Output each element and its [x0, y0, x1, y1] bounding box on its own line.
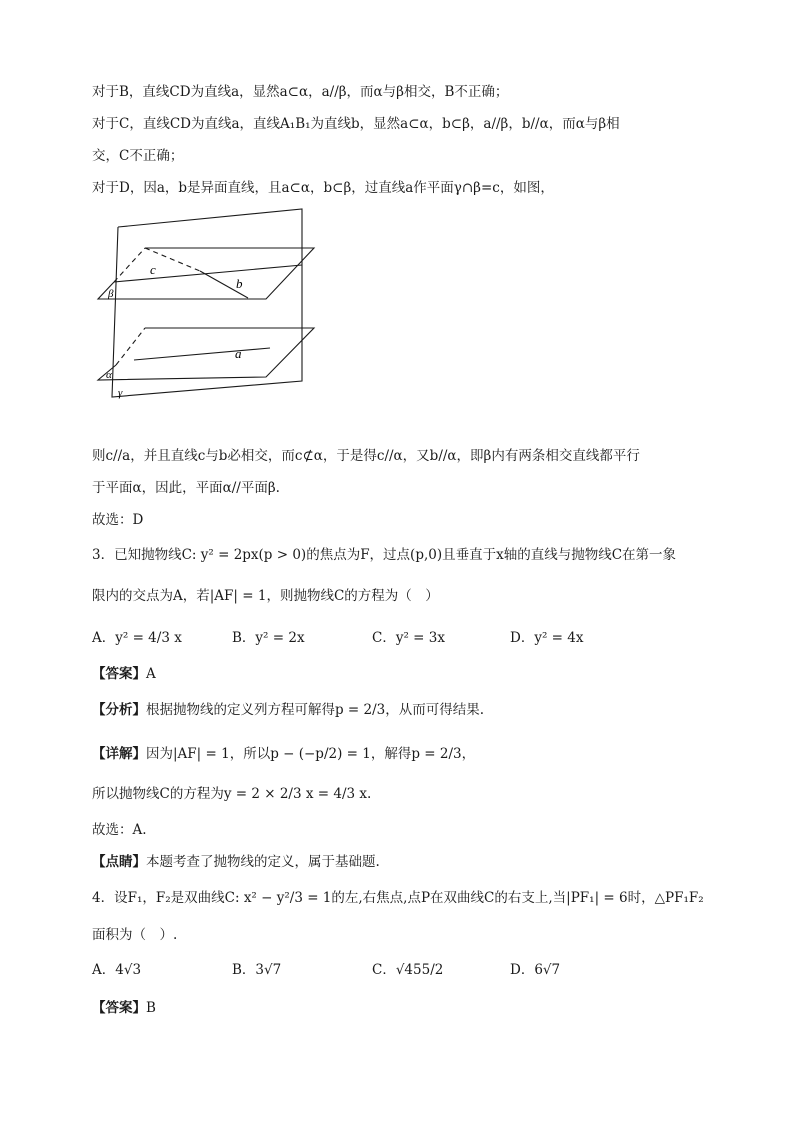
q3-choose: 故选：A. — [92, 822, 147, 838]
q4-option-d: D．6√7 — [510, 962, 561, 978]
text-line-option-d: 对于D，因a，b是异面直线，且a⊂α，b⊂β，过直线a作平面γ∩β=c，如图， — [92, 180, 554, 196]
text-line-option-b: 对于B，直线CD为直线a，显然a⊂α，a//β，而α与β相交，B不正确； — [92, 84, 509, 100]
line-c — [114, 265, 302, 282]
q4-option-c: C．√455/2 — [372, 962, 444, 978]
comment-text: 本题考查了抛物线的定义，属于基础题. — [146, 854, 380, 870]
text-line-conclusion-cont: 于平面α，因此，平面α//平面β. — [92, 480, 280, 496]
detail-text: 因为|AF| = 1，所以p − (−p/2) = 1，解得p = 2/3， — [146, 746, 476, 762]
label-gamma: γ — [118, 387, 123, 399]
q3-detail-line1 — [92, 744, 475, 764]
q4-answer — [92, 998, 156, 1018]
q4-stem-line1: 4．设F₁，F₂是双曲线C: x² − y²/3 = 1的左,右焦点,点P在双曲线C的右支上,当|PF₁| = 6时，△PF₁F₂ — [92, 890, 704, 906]
q3-analysis — [92, 700, 484, 720]
q4-option-a: A．4√3 — [92, 962, 142, 978]
analysis-tag: 【分析】 — [92, 702, 146, 718]
q3-option-b: B．y² = 2x — [232, 630, 305, 646]
label-c: c — [150, 262, 156, 277]
label-alpha: α — [106, 369, 112, 381]
q3-option-a: A．y² = 4/3 x — [92, 630, 182, 646]
detail-tag: 【详解】 — [92, 746, 146, 762]
q3-comment — [92, 852, 380, 872]
label-beta: β — [108, 288, 114, 300]
q4-stem-line2: 面积为（ ）. — [92, 927, 178, 943]
answer-tag: 【答案】 — [92, 666, 146, 682]
text-line-option-c: 对于C，直线CD为直线a，直线A₁B₁为直线b，显然a⊂α，b⊂β，a//β，b//α，而α与β相 — [92, 116, 620, 132]
planes-figure — [90, 205, 330, 405]
text-line-option-c-cont: 交，C不正确； — [92, 148, 184, 164]
label-b: b — [236, 276, 243, 291]
q3-stem-line1: 3．已知抛物线C: y² = 2px(p > 0)的焦点为F，过点(p,0)且垂直于x轴的直线与抛物线C在第一象 — [92, 547, 677, 563]
answer-tag: 【答案】 — [92, 1000, 146, 1016]
q3-stem-line2: 限内的交点为A，若|AF| = 1，则抛物线C的方程为（ ） — [92, 588, 439, 604]
q3-answer — [92, 664, 156, 684]
analysis-text: 根据抛物线的定义列方程可解得p = 2/3，从而可得结果. — [146, 702, 485, 718]
label-a: a — [235, 346, 242, 361]
text-line-choose-d: 故选：D — [92, 512, 144, 528]
answer-value: A — [146, 666, 156, 682]
q3-option-c: C．y² = 3x — [372, 630, 445, 646]
text-line-conclusion: 则c//a，并且直线c与b必相交，而c⊄α，于是得c//α，又b//α，即β内有两条相交直线都平行 — [92, 448, 640, 464]
answer-value: B — [146, 1000, 156, 1016]
comment-tag: 【点睛】 — [92, 854, 146, 870]
q4-option-b: B．3√7 — [232, 962, 282, 978]
q3-detail-line2: 所以抛物线C的方程为y = 2 × 2/3 x = 4/3 x. — [92, 786, 372, 802]
q3-option-d: D．y² = 4x — [510, 630, 584, 646]
line-a — [134, 348, 270, 360]
